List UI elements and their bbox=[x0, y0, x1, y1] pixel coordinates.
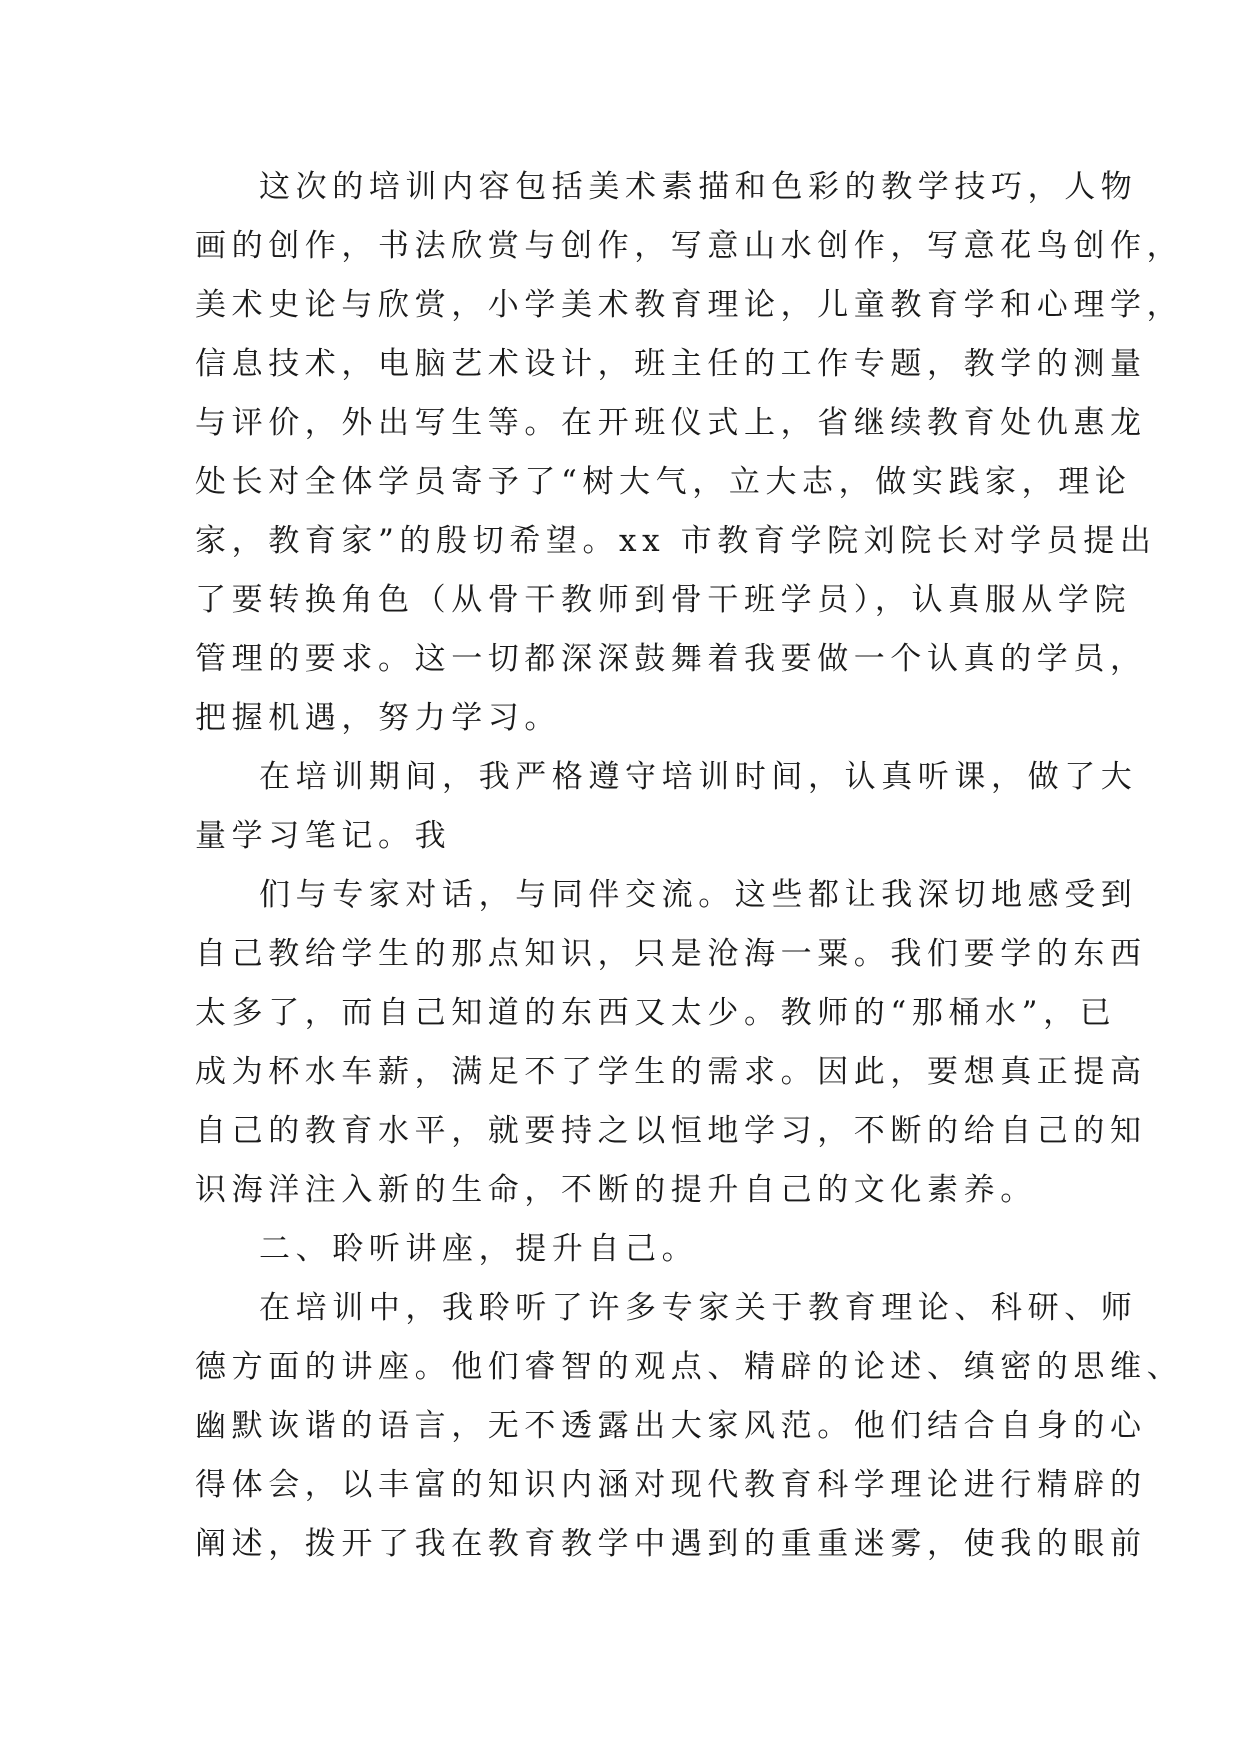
text-line: 自己的教育水平，就要持之以恒地学习，不断的给自己的知 bbox=[195, 1113, 1147, 1149]
text-line: 家，教育家”的殷切希望。xx 市教育学院刘院长对学员提出 bbox=[195, 523, 1157, 559]
text-line: 德方面的讲座。他们睿智的观点、精辟的论述、缜密的思维、 bbox=[195, 1349, 1184, 1385]
text-line: 成为杯水车薪，满足不了学生的需求。因此，要想真正提高 bbox=[195, 1054, 1147, 1090]
text-line: 二、聆听讲座，提升自己。 bbox=[259, 1231, 699, 1267]
text-line: 与评价，外出写生等。在开班仪式上，省继续教育处仇惠龙 bbox=[195, 405, 1147, 441]
text-line: 自己教给学生的那点知识，只是沧海一粟。我们要学的东西 bbox=[195, 936, 1147, 972]
section-heading-lectures bbox=[195, 1220, 1065, 1279]
text-line: 在培训期间，我严格遵守培训时间，认真听课，做了大 bbox=[259, 759, 1138, 795]
text-line: 们与专家对话，与同伴交流。这些都让我深切地感受到 bbox=[259, 877, 1138, 913]
text-line: 画的创作，书法欣赏与创作，写意山水创作，写意花鸟创作， bbox=[195, 228, 1184, 264]
paragraph-training-content bbox=[195, 158, 1184, 748]
text-line: 幽默诙谐的语言，无不透露出大家风范。他们结合自身的心 bbox=[195, 1408, 1147, 1444]
text-line: 太多了，而自己知道的东西又太少。教师的“那桶水”，已 bbox=[195, 995, 1117, 1031]
text-line: 阐述，拨开了我在教育教学中遇到的重重迷雾，使我的眼前 bbox=[195, 1526, 1147, 1562]
paragraph-lectures bbox=[195, 1279, 1184, 1574]
text-line: 识海洋注入新的生命，不断的提升自己的文化素养。 bbox=[195, 1172, 1037, 1208]
text-line: 把握机遇，努力学习。 bbox=[195, 700, 561, 736]
text-line: 处长对全体学员寄予了“树大气，立大志，做实践家，理论 bbox=[195, 464, 1132, 500]
text-line: 管理的要求。这一切都深深鼓舞着我要做一个认真的学员， bbox=[195, 641, 1147, 677]
text-line: 了要转换角色（从骨干教师到骨干班学员），认真服从学院 bbox=[195, 582, 1132, 618]
text-line: 信息技术，电脑艺术设计，班主任的工作专题，教学的测量 bbox=[195, 346, 1147, 382]
document-body bbox=[195, 158, 1184, 1574]
text-line: 在培训中，我聆听了许多专家关于教育理论、科研、师 bbox=[259, 1290, 1138, 1326]
text-line: 美术史论与欣赏，小学美术教育理论，儿童教育学和心理学， bbox=[195, 287, 1184, 323]
text-line: 得体会，以丰富的知识内涵对现代教育科学理论进行精辟的 bbox=[195, 1467, 1147, 1503]
paragraph-dialogue-experts bbox=[195, 866, 1147, 1220]
text-line: 量学习笔记。我 bbox=[195, 818, 452, 854]
text-line: 这次的培训内容包括美术素描和色彩的教学技巧，人物 bbox=[259, 169, 1138, 205]
paragraph-training-period bbox=[195, 748, 1138, 866]
